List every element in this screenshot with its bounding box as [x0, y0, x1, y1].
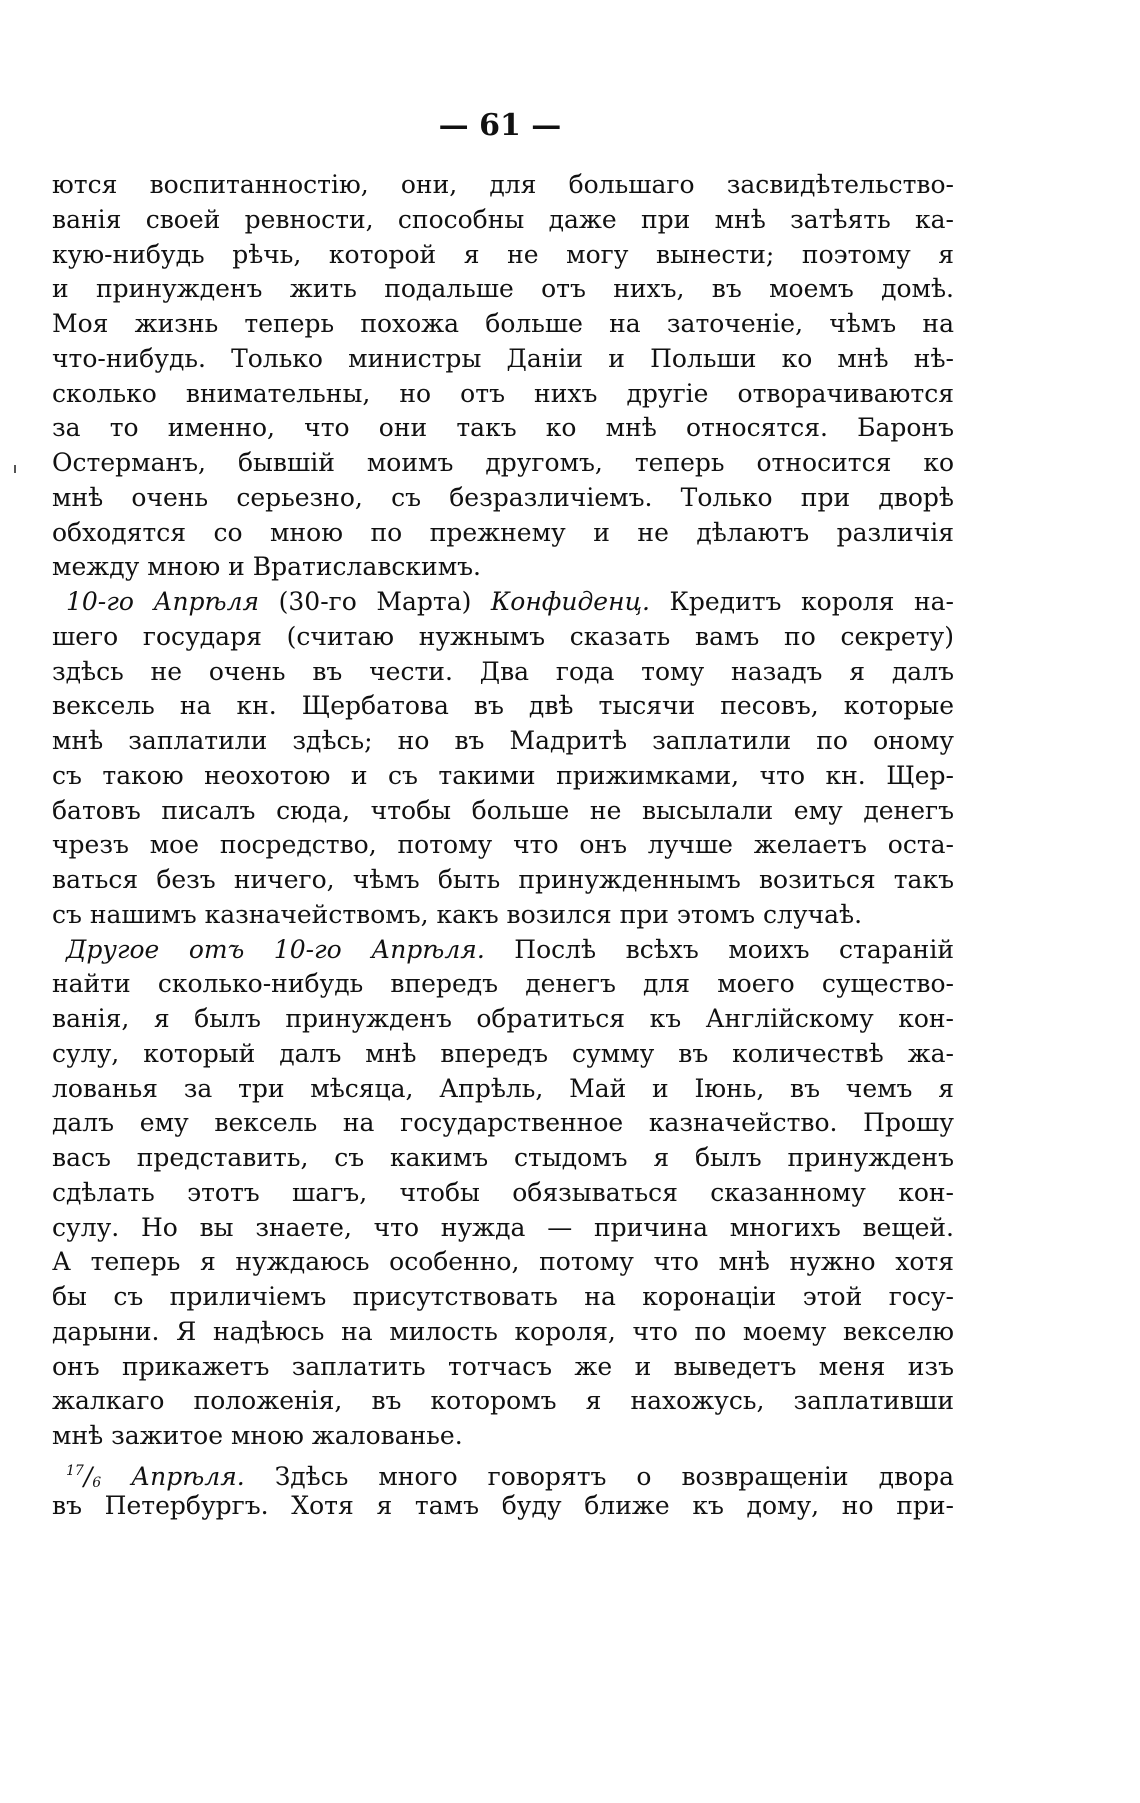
text-line: шего государя (считаю нужнымъ сказать вамъ по секрету) — [52, 621, 954, 651]
entry-text: Послѣ всѣхъ моихъ стараній — [484, 934, 954, 964]
text-line: А теперь я нуждаюсь особенно, потому что мнѣ нужно хотя — [52, 1247, 954, 1277]
text-line: онъ прикажетъ заплатить тотчасъ же и выведетъ меня изъ — [52, 1351, 954, 1381]
text-line: въ Петербургъ. Хотя я тамъ буду ближе къ дому, но при- — [52, 1490, 954, 1520]
entry-date: $^{17}/_6$ Апрѣля. — [66, 1461, 245, 1491]
text-line: ванія, я былъ принужденъ обратиться къ Англійскому кон- — [52, 1004, 954, 1033]
text-line: что-нибудь. Только министры Даніи и Польши ко мнѣ нѣ- — [52, 343, 954, 373]
text-line: батовъ писалъ сюда, чтобы больше не высылали ему денегъ — [52, 795, 954, 825]
text-line: и принужденъ жить подальше отъ нихъ, въ моемъ домѣ. — [52, 274, 954, 304]
text-line: найти сколько-нибудь впередъ денегъ для моего существо- — [52, 969, 954, 999]
text-line: жалкаго положенія, въ которомъ я нахожусь, заплативши — [52, 1386, 954, 1416]
text-line: сулу. Но вы знаете, что нужда — причина многихъ вещей. — [52, 1212, 954, 1242]
date-numerator: 17 — [66, 1462, 84, 1479]
text-line: сдѣлать этотъ шагъ, чтобы обязываться сказанному кон- — [52, 1177, 954, 1207]
entry-date: Другое отъ 10-го Апрѣля. — [66, 934, 485, 964]
text-line: ются воспитанностію, они, для большаго засвидѣтельство- — [52, 170, 954, 199]
entry-date: 10-го Апрѣля — [66, 587, 260, 616]
text-line: обходятся со мною по прежнему и не дѣлаютъ различія — [52, 517, 954, 547]
entry-heading-line — [52, 585, 954, 620]
entry-heading-line — [52, 1454, 954, 1489]
text-line: ваться безъ ничего, чѣмъ быть принужденнымъ возиться такъ — [52, 865, 954, 894]
text-line: сулу, который далъ мнѣ впередъ сумму въ количествѣ жа- — [52, 1038, 954, 1068]
text-line: за то именно, что они такъ ко мнѣ относятся. Баронъ — [52, 413, 954, 443]
text-line: мнѣ зажитое мною жалованье. — [52, 1421, 463, 1450]
entry-heading-line — [52, 933, 954, 968]
body-text — [52, 168, 954, 1523]
text-line: между мною и Вратиславскимъ. — [52, 552, 481, 582]
text-line: Остерманъ, бывшій моимъ другомъ, теперь относится ко — [52, 448, 954, 477]
text-line: чрезъ мое посредство, потому что онъ лучше желаетъ оста- — [52, 830, 954, 860]
text-line: вексель на кн. Щербатова въ двѣ тысячи песовъ, которые — [52, 691, 954, 721]
entry-date-note: (30-го Марта) — [259, 587, 491, 616]
text-line: ванія своей ревности, способны даже при мнѣ затѣять ка- — [52, 204, 954, 234]
text-line: далъ ему вексель на государственное казначейство. Прошу — [52, 1108, 954, 1138]
text-line: здѣсь не очень въ чести. Два года тому назадъ я далъ — [52, 656, 954, 686]
entry-text: Здѣсь много говорятъ о возвращеніи двора — [244, 1461, 954, 1491]
margin-mark — [14, 465, 16, 473]
text-line: кую-нибудь рѣчь, которой я не могу вынести; поэтому я — [52, 239, 954, 269]
text-line: Моя жизнь теперь похожа больше на заточеніе, чѣмъ на — [52, 309, 954, 338]
text-line: дарыни. Я надѣюсь на милость короля, что по моему векселю — [52, 1316, 954, 1346]
text-line: сколько внимательны, но отъ нихъ другіе отворачиваются — [52, 378, 954, 408]
text-line: васъ представить, съ какимъ стыдомъ я былъ принужденъ — [52, 1143, 954, 1172]
date-denominator: 6 — [92, 1474, 102, 1491]
date-month: Апрѣля. — [101, 1461, 245, 1491]
text-line: съ нашимъ казначействомъ, какъ возился при этомъ случаѣ. — [52, 899, 863, 929]
text-line: бы съ приличіемъ присутствовать на коронаціи этой госу- — [52, 1282, 954, 1311]
text-line: лованья за три мѣсяца, Апрѣль, Май и Іюнь, въ чемъ я — [52, 1073, 954, 1103]
text-line: съ такою неохотою и съ такими прижимками, что кн. Щер- — [52, 760, 954, 790]
text-line: мнѣ очень серьезно, съ безразличіемъ. Только при дворѣ — [52, 482, 954, 512]
text-line: мнѣ заплатили здѣсь; но въ Мадритѣ заплатили по оному — [52, 726, 954, 755]
page-number: — 61 — — [438, 108, 562, 143]
entry-text: Кредитъ короля на- — [649, 587, 954, 616]
entry-label: Конфиденц. — [490, 587, 650, 616]
